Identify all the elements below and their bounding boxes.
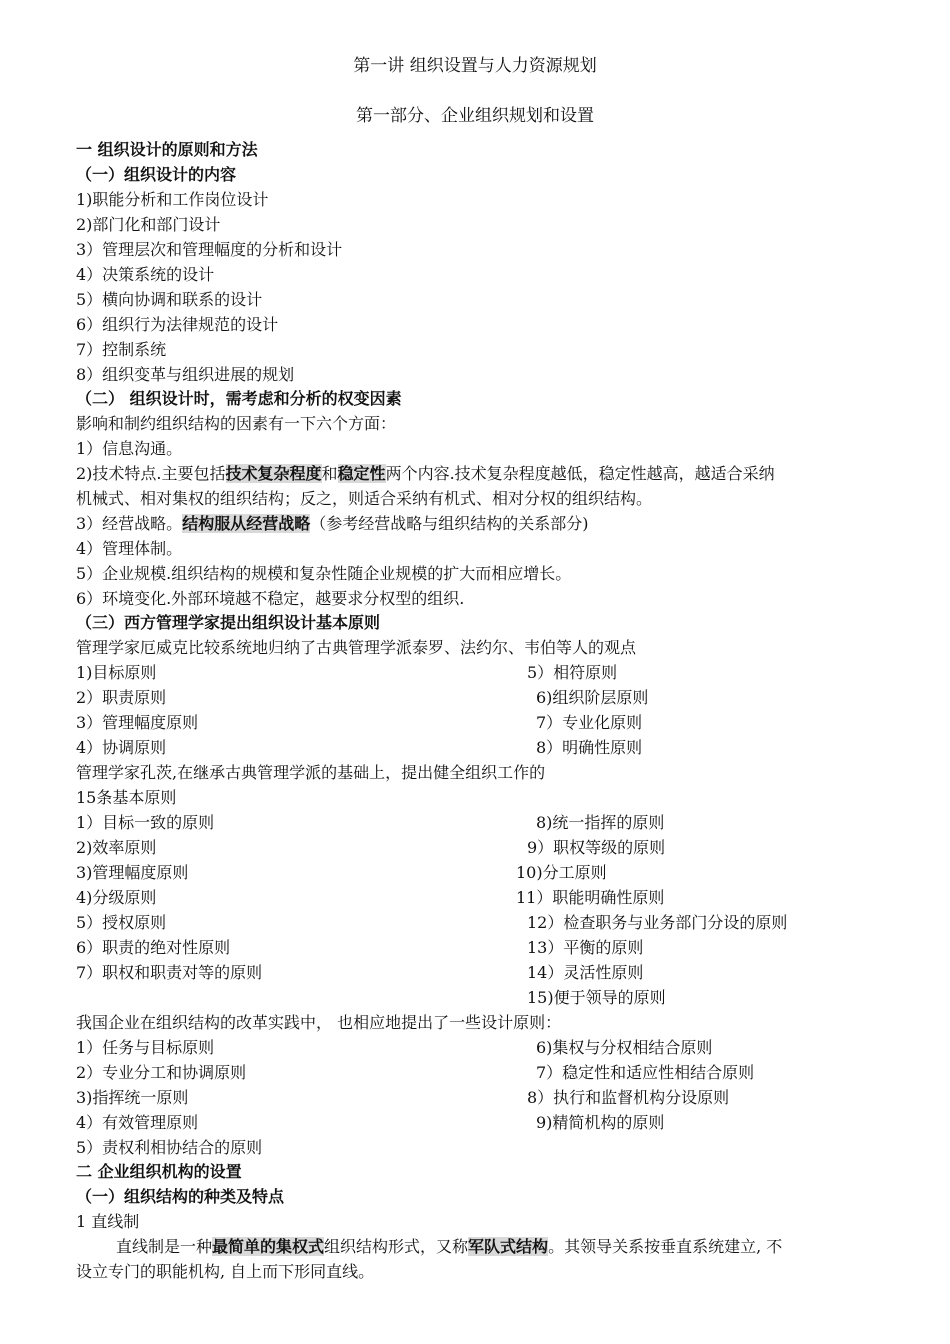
highlight-term: 技术复杂程度 xyxy=(225,464,322,483)
list-item: 2)部门化和部门设计 xyxy=(76,215,221,234)
principle-item: 4）协调原则 xyxy=(76,738,167,757)
list-item: 8）组织变革与组织进展的规划 xyxy=(76,365,295,384)
principle-item: 6)组织阶层原则 xyxy=(536,688,649,707)
principle-item: 8)统一指挥的原则 xyxy=(536,813,665,832)
principle-item: 10)分工原则 xyxy=(516,863,607,882)
paragraph-line xyxy=(116,1234,782,1259)
paragraph-intro: 15条基本原则 xyxy=(76,788,177,807)
factor-item: 4）管理体制。 xyxy=(76,539,183,558)
factor-item: 5）企业规模.组织结构的规模和复杂性随企业规模的扩大而相应增长。 xyxy=(76,564,572,583)
paragraph-line: 设立专门的职能机构, 自上而下形同直线。 xyxy=(76,1262,375,1281)
section-heading-2: 二 企业组织机构的设置 xyxy=(76,1162,242,1181)
list-item: 1)职能分析和工作岗位设计 xyxy=(76,190,269,209)
principle-item: 2)效率原则 xyxy=(76,838,157,857)
subsection-heading-4: （一）组织结构的种类及特点 xyxy=(76,1187,285,1206)
section-heading-1: 一 组织设计的原则和方法 xyxy=(76,140,258,159)
principle-item: 2）专业分工和协调原则 xyxy=(76,1063,247,1082)
principle-item: 7）稳定性和适应性相结合原则 xyxy=(536,1063,755,1082)
document-title: 第一讲 组织设置与人力资源规划 xyxy=(353,56,597,76)
principle-item: 15)便于领导的原则 xyxy=(527,988,666,1007)
highlight-term: 结构服从经营战略 xyxy=(182,514,311,533)
list-item: 3）管理层次和管理幅度的分析和设计 xyxy=(76,240,343,259)
principle-item: 5）相符原则 xyxy=(527,663,618,682)
text-run: 两个内容.技术复杂程度越低，稳定性越高，越适合采纳 xyxy=(385,464,775,483)
highlight-term: 军队式结构 xyxy=(468,1237,549,1256)
principle-item: 7）专业化原则 xyxy=(536,713,643,732)
principle-item: 3）管理幅度原则 xyxy=(76,713,199,732)
subsection-heading-2: （二） 组织设计时，需考虑和分析的权变因素 xyxy=(76,389,402,408)
subsection-heading-3: （三）西方管理学家提出组织设计基本原则 xyxy=(76,613,381,632)
highlight-term: 稳定性 xyxy=(337,464,386,483)
principle-item: 5）授权原则 xyxy=(76,913,167,932)
principle-item: 4)分级原则 xyxy=(76,888,157,907)
principle-item: 9)精简机构的原则 xyxy=(536,1113,665,1132)
part-title: 第一部分、企业组织规划和设置 xyxy=(356,106,594,126)
text-run: 直线制是一种 xyxy=(116,1237,213,1256)
factor-item-continued: 机械式、相对集权的组织结构；反之，则适合采纳有机式、相对分权的组织结构。 xyxy=(76,489,653,508)
principle-item: 13）平衡的原则 xyxy=(527,938,644,957)
principle-item: 5）责权利相协结合的原则 xyxy=(76,1138,263,1157)
factor-item: 1）信息沟通。 xyxy=(76,439,183,458)
highlight-term: 最简单的集权式 xyxy=(212,1237,325,1256)
list-item: 5）横向协调和联系的设计 xyxy=(76,290,263,309)
principle-item: 8）执行和监督机构分设原则 xyxy=(527,1088,730,1107)
principle-item: 6)集权与分权相结合原则 xyxy=(536,1038,713,1057)
principle-item: 14）灵活性原则 xyxy=(527,963,644,982)
principle-item: 1）目标一致的原则 xyxy=(76,813,215,832)
factor-item xyxy=(76,461,775,486)
list-item: 1 直线制 xyxy=(76,1212,140,1231)
principle-item: 9）职权等级的原则 xyxy=(527,838,666,857)
paragraph-intro: 影响和制约组织结构的因素有一下六个方面： xyxy=(76,414,397,433)
text-run: 和 xyxy=(321,464,338,483)
text-run: 2)技术特点.主要包括 xyxy=(76,464,226,483)
principle-item: 6）职责的绝对性原则 xyxy=(76,938,231,957)
list-item: 4）决策系统的设计 xyxy=(76,265,215,284)
text-run: 3）经营战略。 xyxy=(76,514,183,533)
factor-item: 6）环境变化.外部环境越不稳定，越要求分权型的组织. xyxy=(76,589,465,608)
text-run: （参考经营战略与组织结构的关系部分) xyxy=(310,514,589,533)
principle-item: 3)管理幅度原则 xyxy=(76,863,189,882)
principle-item: 11）职能明确性原则 xyxy=(516,888,665,907)
text-run: 组织结构形式，又称 xyxy=(324,1237,469,1256)
text-run: 。其领导关系按垂直系统建立, 不 xyxy=(548,1237,783,1256)
paragraph-intro: 我国企业在组织结构的改革实践中， 也相应地提出了一些设计原则： xyxy=(76,1013,562,1032)
principle-item: 2）职责原则 xyxy=(76,688,167,707)
principle-item: 3)指挥统一原则 xyxy=(76,1088,189,1107)
subsection-heading-1: （一）组织设计的内容 xyxy=(76,165,237,184)
principle-item: 8）明确性原则 xyxy=(536,738,643,757)
principle-item: 12）检查职务与业务部门分设的原则 xyxy=(527,913,788,932)
principle-item: 1)目标原则 xyxy=(76,663,157,682)
principle-item: 7）职权和职责对等的原则 xyxy=(76,963,263,982)
list-item: 7）控制系统 xyxy=(76,340,167,359)
paragraph-intro: 管理学家厄威克比较系统地归纳了古典管理学派泰罗、法约尔、韦伯等人的观点 xyxy=(76,638,637,657)
principle-item: 1）任务与目标原则 xyxy=(76,1038,215,1057)
principle-item: 4）有效管理原则 xyxy=(76,1113,199,1132)
list-item: 6）组织行为法律规范的设计 xyxy=(76,315,279,334)
paragraph-intro: 管理学家孔茨,在继承古典管理学派的基础上，提出健全组织工作的 xyxy=(76,763,546,782)
factor-item xyxy=(76,511,588,536)
